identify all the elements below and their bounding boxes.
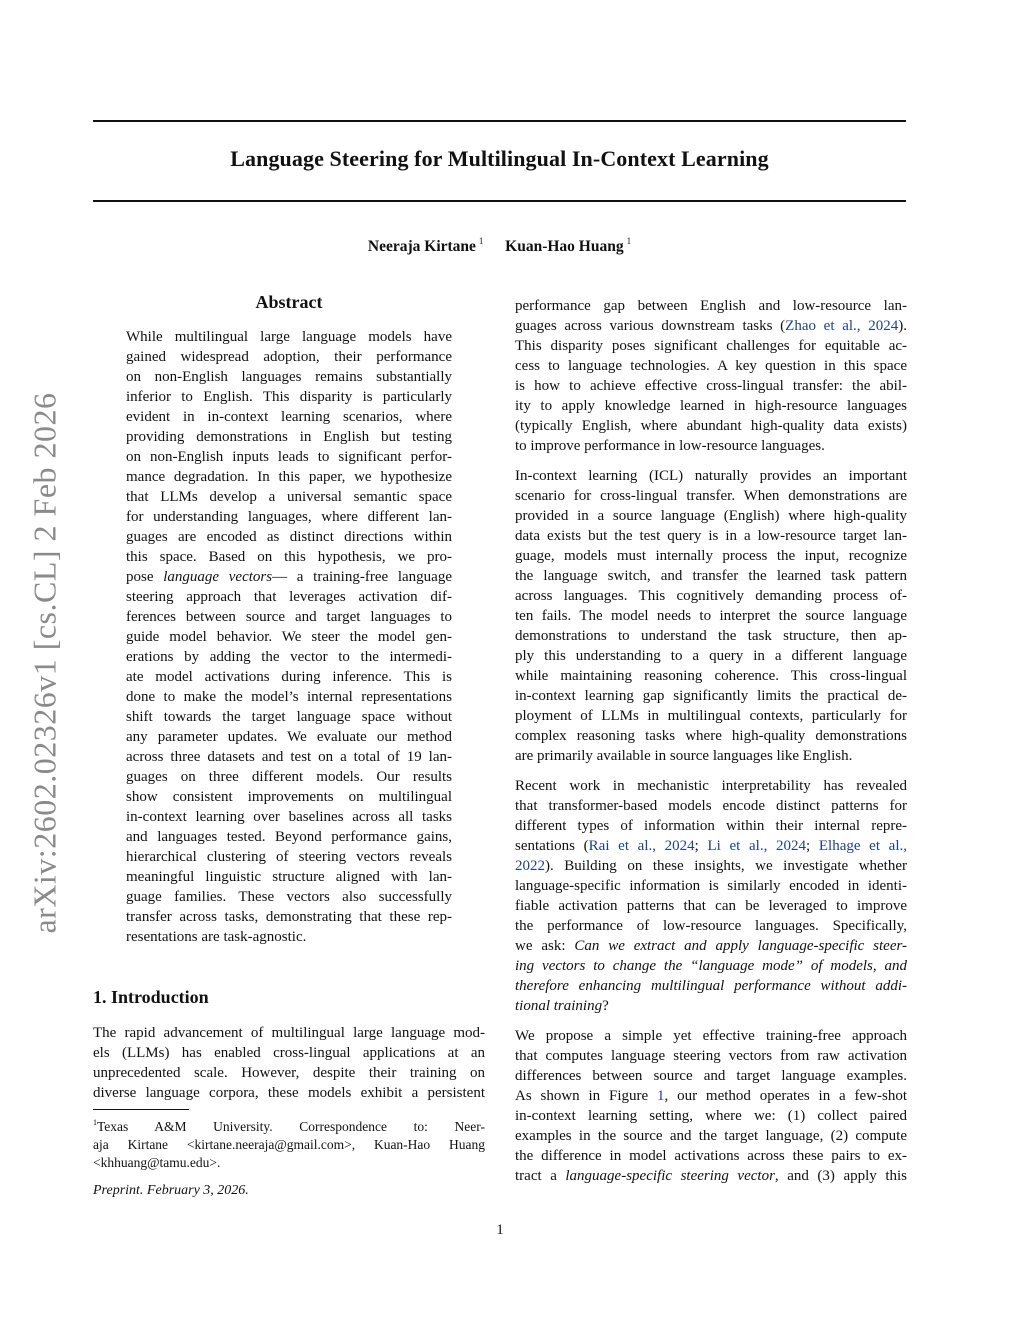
text-line: ity to apply knowledge learned in high-resource languages [515,398,907,414]
text-line: (typically English, where abundant high-quality data exists) [515,418,907,434]
abstract-line: done to make the model’s internal representations [126,689,452,705]
abstract-line: guages on three different models. Our results [126,769,452,785]
text-line: fiable activation patterns that can be leveraged to improve [515,898,907,914]
text-line: the difference in model activations across these pairs to ex- [515,1148,907,1164]
abstract-line: steering approach that leverages activation dif- [126,589,452,605]
text-line: the language switch, and transfer the learned task pattern [515,568,907,584]
language-vectors-term: language vectors [163,569,273,585]
section-heading-introduction: 1. Introduction [93,987,209,1007]
text-line: In-context learning (ICL) naturally provides an important [515,468,907,484]
introduction-body [93,1023,485,1103]
footnote-rule [93,1109,189,1110]
abstract-heading: Abstract [255,292,323,312]
text-line: complex reasoning tasks where high-quality demonstrations [515,728,907,744]
affiliation-mark: 1 [626,236,632,246]
text-line [515,996,907,1016]
text-line: across languages. This cognitively demanding process of- [515,588,907,604]
abstract-line: gained widespread adoption, their performance [126,349,452,365]
text-line: the performance of low-resource languages. Specifically, [515,918,907,934]
paragraph [515,466,907,766]
paragraph [515,1026,907,1186]
text-fragment: As shown in Figure [515,1088,657,1104]
abstract-line: While multilingual large language models have [126,329,452,345]
abstract-line: erations by adding the vector to the intermedi- [126,649,452,665]
text-line [515,836,907,856]
text-line: cess to language technologies. A key question in this space [515,358,907,374]
abstract-line: guage families. These vectors also successfully [126,889,452,905]
research-question: tional training [515,998,603,1014]
text-line: ply this understanding to a query in a different language [515,648,907,664]
abstract-line: transfer across tasks, demonstrating that these rep- [126,909,452,925]
citation-link[interactable]: Rai et al., 2024 [588,838,695,854]
abstract-line: ate model activations during inference. This is [126,669,452,685]
abstract-line: mance degradation. In this paper, we hypothesize [126,469,452,485]
text-line [515,976,907,996]
footnote-mark: 1 [93,1118,97,1127]
figure-link[interactable]: 1 [657,1088,665,1104]
title-bottom-rule [93,200,906,202]
research-question: ing vectors to change the “language mode” of models, and [515,958,907,974]
abstract-line: and languages tested. Beyond performance gains, [126,829,452,845]
abstract-line: shift towards the target language space without [126,709,452,725]
footnote-line: <khhuang@tamu.edu>. [93,1155,221,1170]
text-fragment: guages across various downstream tasks ( [515,318,786,334]
arxiv-stamp-text: arXiv:2602.02326v1 [cs.CL] 2 Feb 2026 [26,392,63,934]
intro-line: els (LLMs) has enabled cross-lingual applications at an [93,1045,485,1061]
footnote-line [93,1114,485,1136]
abstract-line: in-context learning over baselines across all tasks [126,809,452,825]
text-fragment: ? [602,998,609,1014]
text-line: scenario for cross-lingual transfer. When demonstrations are [515,488,907,504]
abstract-line-tail: — a training-free language [272,569,452,585]
text-line: This disparity poses significant challenges for equitable ac- [515,338,907,354]
abstract-line: resentations are task-agnostic. [126,929,307,945]
text-line: to improve performance in low-resource languages. [515,438,825,454]
title-top-rule [93,120,906,122]
emphasized-term: language-specific steering vector [565,1168,775,1184]
text-line: differences between source and target language examples. [515,1068,907,1084]
text-line: performance gap between English and low-resource lan- [515,298,907,314]
text-fragment: ). Building on these insights, we investigate whether [545,858,907,874]
text-fragment: ; [806,838,819,854]
intro-line: diverse language corpora, these models exhibit a persistent [93,1085,485,1101]
author-list [93,236,906,256]
text-fragment: sentations ( [515,838,589,854]
abstract-line: providing demonstrations in English but testing [126,429,452,445]
affiliation-mark: 1 [478,236,484,246]
intro-line: unprecedented scale. However, despite their training on [93,1065,485,1081]
abstract-line [126,567,452,587]
affiliation-footnote [93,1114,485,1172]
text-fragment: ). [898,318,907,334]
abstract-line: any parameter updates. We evaluate our method [126,729,452,745]
paper-title: Language Steering for Multilingual In-Context Learning [230,146,769,171]
text-line [515,956,907,976]
abstract-line: that LLMs develop a universal semantic space [126,489,452,505]
abstract-line: guide model behavior. We steer the model gen- [126,629,452,645]
text-fragment: , and (3) apply this [774,1168,907,1184]
text-line [515,1166,907,1186]
abstract-line: meaningful linguistic structure aligned with lan- [126,869,452,885]
text-fragment: ; [694,838,708,854]
author-name: Kuan-Hao Huang [505,238,624,255]
right-column [515,296,907,1196]
preprint-note: Preprint. February 3, 2026. [93,1183,249,1198]
text-line: data exists but the test query is in a low-resource target lan- [515,528,907,544]
footnote-line: aja Kirtane <kirtane.neeraja@gmail.com>, Kuan-Hao Huang [93,1137,485,1152]
abstract-line: for understanding languages, where different lan- [126,509,452,525]
footnote-text: Texas A&M University. Correspondence to: Neer- [97,1119,485,1134]
text-line: ployment of LLMs in multilingual contexts, particularly for [515,708,907,724]
text-line: are primarily available in source languages like English. [515,748,853,764]
text-line [515,316,907,336]
citation-link[interactable]: Elhage et al., [818,838,907,854]
text-line: is how to achieve effective cross-lingual transfer: the abil- [515,378,907,394]
text-line [515,1086,907,1106]
text-line: while maintaining reasoning coherence. This cross-lingual [515,668,907,684]
abstract-line: ferences between source and target languages to [126,609,452,625]
research-question: Can we extract and apply language-specific steer- [574,938,908,954]
text-line: ten fails. The model needs to interpret the source language [515,608,907,624]
text-line: We propose a simple yet effective training-free approach [515,1028,907,1044]
abstract-line: on non-English inputs leads to significant perfor- [126,449,452,465]
text-line: demonstrations to understand the task structure, then ap- [515,628,907,644]
text-line: in-context learning gap significantly limits the practical de- [515,688,907,704]
research-question: therefore enhancing multilingual performance without addi- [515,978,907,994]
abstract-line: show consistent improvements on multilingual [126,789,452,805]
text-line [515,936,907,956]
abstract-line: inferior to English. This disparity is particularly [126,389,452,405]
text-line: Recent work in mechanistic interpretability has revealed [515,778,907,794]
abstract-line: across three datasets and test on a total of 19 lan- [126,749,452,765]
citation-link[interactable]: 2022 [515,858,545,874]
intro-line: The rapid advancement of multilingual large language mod- [93,1025,485,1041]
paragraph [515,296,907,456]
abstract-line: hierarchical clustering of steering vectors reveals [126,849,452,865]
abstract-line: on non-English languages remains substantially [126,369,452,385]
paragraph [515,776,907,1016]
abstract-line-start: pose [126,569,164,585]
text-line: guage, models must internally process the input, recognize [515,548,907,564]
text-line: language-specific information is similarly encoded in identi- [515,878,907,894]
text-line: in-context learning setting, where we: (1) collect paired [515,1108,907,1124]
text-fragment: we ask: [515,938,575,954]
abstract-line: guages are encoded as distinct directions within [126,529,452,545]
text-line: examples in the source and the target language, (2) compute [515,1128,907,1144]
text-line: provided in a source language (English) where high-quality [515,508,907,524]
author-name: Neeraja Kirtane [367,238,476,255]
abstract-line: evident in in-context learning scenarios, where [126,409,452,425]
citation-link[interactable]: Li et al., 2024 [707,838,807,854]
page-number: 1 [496,1222,504,1238]
text-fragment: , our method operates in a few-shot [664,1088,907,1104]
abstract-body [126,327,452,947]
text-line: different types of information within their internal repre- [515,818,907,834]
text-line: that transformer-based models encode distinct patterns for [515,798,907,814]
citation-link[interactable]: Zhao et al., 2024 [785,318,899,334]
abstract-line: this space. Based on this hypothesis, we pro- [126,549,452,565]
text-line [515,856,907,876]
text-fragment: tract a [515,1168,566,1184]
text-line: that computes language steering vectors from raw activation [515,1048,907,1064]
